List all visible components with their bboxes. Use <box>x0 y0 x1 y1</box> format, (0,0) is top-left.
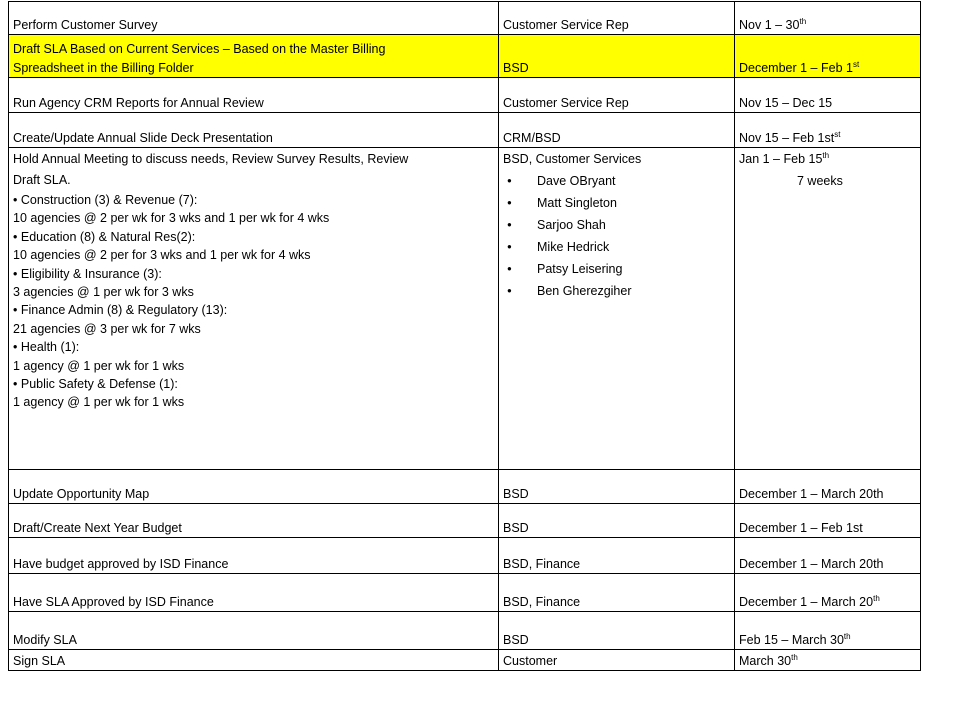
date-cell: Nov 1 – 30th <box>735 2 921 35</box>
duration-text: 7 weeks <box>797 174 843 188</box>
table-row <box>9 148 921 470</box>
task-line: Spreadsheet in the Billing Folder <box>13 60 194 75</box>
date-cell: December 1 – March 20th <box>735 538 921 574</box>
task-cell: Modify SLA <box>9 612 499 650</box>
task-cell: Run Agency CRM Reports for Annual Review <box>9 78 499 113</box>
owner-cell: BSD, Finance <box>499 574 735 612</box>
owner-cell: BSD <box>499 470 735 504</box>
task-line: Hold Annual Meeting to discuss needs, Review Survey Results, Review <box>13 152 409 166</box>
owner-cell: BSD <box>499 504 735 538</box>
task-cell: Draft/Create Next Year Budget <box>9 504 499 538</box>
task-cell: Perform Customer Survey <box>9 2 499 35</box>
task-bullet-line: • Construction (3) & Revenue (7): <box>13 191 498 209</box>
table-row <box>9 538 921 574</box>
list-item: ● Dave OBryant <box>503 170 734 192</box>
date-line: Jan 1 – Feb 15th <box>739 150 830 166</box>
table-row <box>9 612 921 650</box>
task-bullet-line: • Finance Admin (8) & Regulatory (13): <box>13 301 498 319</box>
task-cell: Have SLA Approved by ISD Finance <box>9 574 499 612</box>
task-line: 1 agency @ 1 per wk for 1 wks <box>13 358 185 373</box>
table-row <box>9 113 921 148</box>
table-row <box>9 504 921 538</box>
table-row <box>9 78 921 113</box>
task-cell <box>9 148 499 470</box>
list-item: ● Patsy Leisering <box>503 258 734 280</box>
list-item: ● Matt Singleton <box>503 192 734 214</box>
task-line: 10 agencies @ 2 per wk for 3 wks and 1 per wk for 4 wks <box>13 211 330 226</box>
task-line: Draft SLA Based on Current Services – Based on the Master Billing <box>13 42 386 57</box>
date-cell: December 1 – Feb 1st <box>735 504 921 538</box>
date-cell <box>735 148 921 470</box>
date-cell: Nov 15 – Feb $1st^{st}$ <box>735 113 921 148</box>
task-line: 21 agencies @ 3 per wk for 7 wks <box>13 321 201 336</box>
task-cell: Have budget approved by ISD Finance <box>9 538 499 574</box>
task-line: 1 agency @ 1 per wk for 1 wks <box>13 395 185 410</box>
task-bullet-line: • Public Safety & Defense (1): <box>13 375 498 393</box>
table-row <box>9 2 921 35</box>
owner-cell: BSD <box>499 612 735 650</box>
task-line: 3 agencies @ 1 per wk for 3 wks <box>13 285 194 300</box>
owner-line: BSD, Customer Services <box>503 152 642 166</box>
date-cell: Nov 15 – Dec 15 <box>735 78 921 113</box>
task-bullet-line: • Health (1): <box>13 338 498 356</box>
date-cell: March 30th <box>735 650 921 671</box>
list-item: ● Mike Hedrick <box>503 236 734 258</box>
task-cell: Update Opportunity Map <box>9 470 499 504</box>
table-row <box>9 35 921 78</box>
table-row <box>9 470 921 504</box>
task-cell <box>9 35 499 78</box>
task-bullet-line: • Eligibility & Insurance (3): <box>13 265 498 283</box>
schedule-table <box>8 1 921 671</box>
owner-cell: Customer Service Rep <box>499 78 735 113</box>
owner-cell: Customer Service Rep <box>499 2 735 35</box>
task-cell: Sign SLA <box>9 650 499 671</box>
task-bullet-line: • Education (8) & Natural Res(2): <box>13 228 498 246</box>
owner-cell <box>499 148 735 470</box>
list-item: ● Sarjoo Shah <box>503 214 734 236</box>
date-cell: December 1 – Feb 1st <box>735 35 921 78</box>
task-line: Draft SLA. <box>13 173 71 187</box>
date-cell: December 1 – March 20th <box>735 470 921 504</box>
owner-cell: BSD, Finance <box>499 538 735 574</box>
owner-cell: CRM/BSD <box>499 113 735 148</box>
owner-cell: Customer <box>499 650 735 671</box>
owner-cell: BSD <box>499 35 735 78</box>
list-item: ● Ben Gherezgiher <box>503 280 734 302</box>
date-cell: December 1 – March 20th <box>735 574 921 612</box>
people-list <box>503 170 734 302</box>
date-cell: Feb 15 – March 30th <box>735 612 921 650</box>
task-cell: Create/Update Annual Slide Deck Presentation <box>9 113 499 148</box>
table-row <box>9 574 921 612</box>
table-row <box>9 650 921 671</box>
task-line: 10 agencies @ 2 per for 3 wks and 1 per wk for 4 wks <box>13 248 311 263</box>
